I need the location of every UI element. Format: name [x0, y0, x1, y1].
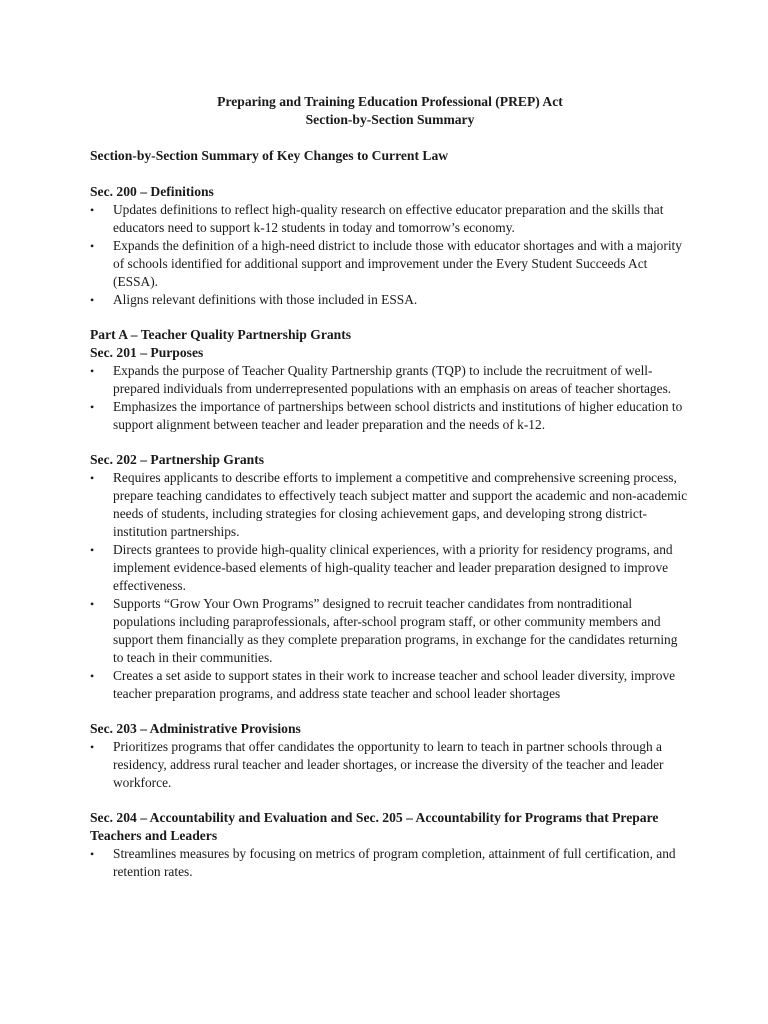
- bullet-text: Updates definitions to reflect high-quality research on effective educator preparation and the skills that educators need to support k-12 students in today and tomorrow’s economy.: [113, 202, 664, 235]
- bullet-list: [90, 845, 690, 881]
- section-1: [90, 326, 690, 434]
- bullet-item: [90, 595, 690, 667]
- bullet-point-icon: •: [90, 203, 95, 217]
- bullet-text: Supports “Grow Your Own Programs” designed to recruit teacher candidates from nontraditional populations including paraprofessionals, after-school program staff, or other community members and support them financially as they complete preparation programs, in exchange for the candidates returning to teach in their communities.: [113, 596, 678, 665]
- section-heading: Sec. 204 – Accountability and Evaluation and Sec. 205 – Accountability for Programs that Prepare Teachers and Leaders: [90, 810, 659, 843]
- bullet-point-icon: •: [90, 740, 95, 754]
- section-4: [90, 809, 690, 881]
- bullet-item: [90, 291, 690, 309]
- bullet-text: Directs grantees to provide high-quality clinical experiences, with a priority for residency programs, and implement evidence-based elements of high-quality teacher and leader preparation designed to improve effectiveness.: [113, 542, 673, 593]
- section-heading: Sec. 201 – Purposes: [90, 345, 204, 360]
- bullet-list: [90, 201, 690, 309]
- bullet-point-icon: •: [90, 293, 95, 307]
- bullet-list: [90, 738, 690, 792]
- bullet-text: Creates a set aside to support states in their work to increase teacher and school leader diversity, improve teacher preparation programs, and address state teacher and school leader shortages: [113, 668, 676, 701]
- section-heading: Sec. 200 – Definitions: [90, 184, 214, 199]
- bullet-text: Emphasizes the importance of partnerships between school districts and institutions of higher education to support alignment between teacher and leader preparation and the needs of k-12.: [113, 399, 683, 432]
- bullet-point-icon: •: [90, 471, 95, 485]
- bullet-text: Expands the definition of a high-need district to include those with educator shortages and with a majority of schools identified for additional support and improvement under the Every Student Succeeds Act (ESSA).: [113, 238, 682, 289]
- bullet-point-icon: •: [90, 669, 95, 683]
- bullet-text: Expands the purpose of Teacher Quality Partnership grants (TQP) to include the recruitment of well-prepared individuals from underrepresented populations with an emphasis on areas of teacher shortages.: [113, 363, 672, 396]
- bullet-item: [90, 738, 690, 792]
- bullet-list: [90, 362, 690, 434]
- document-subtitle: Section-by-Section Summary: [305, 112, 475, 127]
- bullet-text: Aligns relevant definitions with those included in ESSA.: [113, 292, 418, 307]
- bullet-item: [90, 667, 690, 703]
- title-block: [90, 93, 690, 129]
- bullet-point-icon: •: [90, 543, 95, 557]
- bullet-item: [90, 469, 690, 541]
- summary-heading: Section-by-Section Summary of Key Changes to Current Law: [90, 148, 449, 163]
- bullet-item: [90, 398, 690, 434]
- section-heading: Part A – Teacher Quality Partnership Grants: [90, 327, 352, 342]
- section-2: [90, 451, 690, 703]
- bullet-point-icon: •: [90, 364, 95, 378]
- bullet-item: [90, 845, 690, 881]
- bullet-text: Prioritizes programs that offer candidates the opportunity to learn to teach in partner schools through a residency, address rural teacher and leader shortages, or increase the diversity of the teacher and leader workforce.: [113, 739, 664, 790]
- section-3: [90, 720, 690, 792]
- bullet-point-icon: •: [90, 597, 95, 611]
- section-0: [90, 183, 690, 309]
- bullet-item: [90, 362, 690, 398]
- bullet-point-icon: •: [90, 400, 95, 414]
- bullet-point-icon: •: [90, 847, 95, 861]
- section-heading: Sec. 203 – Administrative Provisions: [90, 721, 301, 736]
- bullet-text: Streamlines measures by focusing on metrics of program completion, attainment of full certification, and retention rates.: [113, 846, 676, 879]
- bullet-point-icon: •: [90, 239, 95, 253]
- section-heading: Sec. 202 – Partnership Grants: [90, 452, 265, 467]
- document-page: [90, 93, 690, 898]
- bullet-item: [90, 541, 690, 595]
- document-title: Preparing and Training Education Professional (PREP) Act: [217, 94, 563, 109]
- bullet-item: [90, 201, 690, 237]
- bullet-item: [90, 237, 690, 291]
- sections-container: [90, 183, 690, 881]
- bullet-list: [90, 469, 690, 703]
- bullet-text: Requires applicants to describe efforts to implement a competitive and comprehensive screening process, prepare teaching candidates to effectively teach subject matter and support the academic and non-academic needs of students, including strategies for closing achievement gaps, and developing strong district-institution partnerships.: [113, 470, 688, 539]
